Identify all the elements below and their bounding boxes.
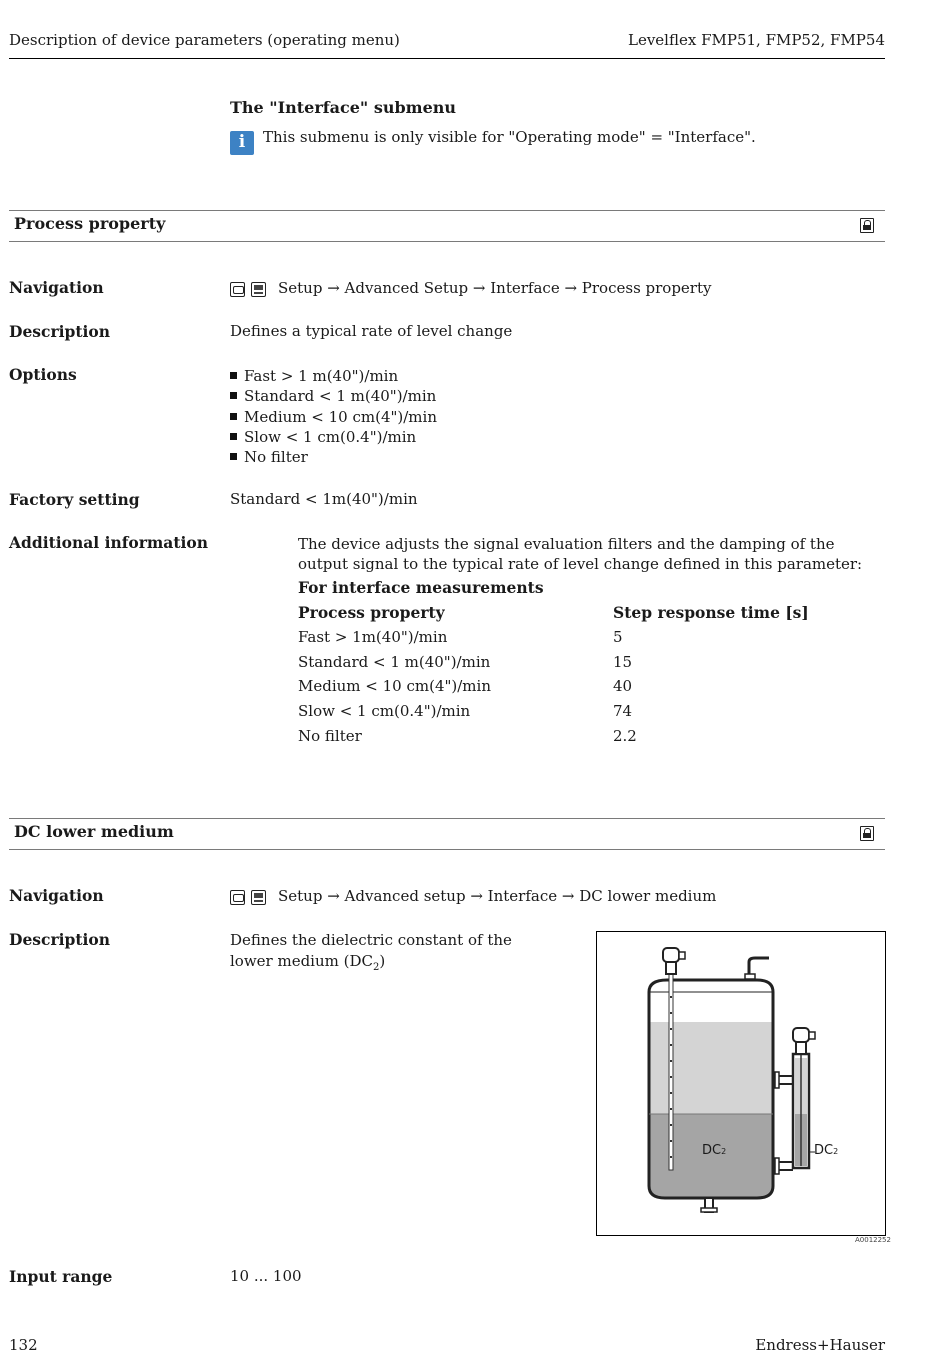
table-cell: Medium < 10 cm(4")/min xyxy=(298,677,491,696)
table-cell: 40 xyxy=(613,677,633,696)
bypass-transmitter-neck xyxy=(796,1042,806,1054)
bullet-icon xyxy=(230,392,237,399)
table-header: Process property xyxy=(298,603,445,622)
bullet-icon xyxy=(230,372,237,379)
input-range-value: 10 ... 100 xyxy=(230,1267,302,1285)
write-protection-lock-icon xyxy=(860,826,874,841)
description-text: Defines a typical rate of level change xyxy=(230,322,513,340)
transmitter-cap xyxy=(679,952,685,959)
write-protection-lock-icon xyxy=(860,218,874,233)
header-left: Description of device parameters (operating menu) xyxy=(9,31,400,49)
info-icon: i xyxy=(230,131,254,155)
factory-setting-label: Factory setting xyxy=(9,490,140,509)
bypass-transmitter-cap xyxy=(809,1032,815,1039)
table-row xyxy=(298,628,809,653)
footer-page-number: 132 xyxy=(9,1336,38,1354)
dc2-label-tank: DC2 xyxy=(702,1143,727,1158)
upper-medium-fill xyxy=(649,1022,773,1114)
table-row xyxy=(298,677,809,702)
input-range-label: Input range xyxy=(9,1267,113,1286)
dc2-label-bypass: DC2 xyxy=(814,1143,839,1158)
list-item xyxy=(230,386,437,406)
table-cell: No filter xyxy=(298,726,362,745)
bypass-lower-flange xyxy=(775,1158,779,1174)
option-text: Medium < 10 cm(4")/min xyxy=(244,407,437,426)
submenu-title: The "Interface" submenu xyxy=(230,98,457,117)
table-cell: 15 xyxy=(613,652,633,671)
navigation-label: Navigation xyxy=(9,278,104,297)
description-end: ) xyxy=(379,952,386,970)
footer-brand: Endress+Hauser xyxy=(755,1336,885,1354)
option-text: Slow < 1 cm(0.4")/min xyxy=(244,427,417,446)
table-row xyxy=(298,727,809,752)
option-text: Standard < 1 m(40")/min xyxy=(244,387,437,406)
options-list xyxy=(230,366,437,467)
table-cell: 5 xyxy=(613,627,623,646)
operating-tool-icon xyxy=(230,282,245,297)
header-right: Levelflex FMP51, FMP52, FMP54 xyxy=(627,31,885,49)
transmitter-head xyxy=(663,948,679,962)
navigation-path: Setup → Advanced setup → Interface → DC lower medium xyxy=(278,887,717,905)
table-cell: Fast > 1m(40")/min xyxy=(298,627,448,646)
bypass-transmitter-head xyxy=(793,1028,809,1042)
section-title-dc-lower-medium: DC lower medium xyxy=(14,822,174,841)
top-nozzle-flange xyxy=(745,974,755,979)
table-row xyxy=(298,702,809,727)
description-label: Description xyxy=(9,930,111,949)
option-text: Fast > 1 m(40")/min xyxy=(244,367,399,385)
display-icon xyxy=(251,282,266,297)
navigation-label: Navigation xyxy=(9,886,104,905)
table-cell: 74 xyxy=(613,702,633,721)
submenu-note: This submenu is only visible for "Operating mode" = "Interface". xyxy=(263,128,756,146)
section-rule-bottom xyxy=(9,241,885,242)
list-item xyxy=(230,407,437,427)
description-label: Description xyxy=(9,322,111,341)
description-subscript: 2 xyxy=(373,962,380,973)
bullet-icon xyxy=(230,453,237,460)
section-rule-bottom xyxy=(9,849,885,850)
bypass-upper-flange xyxy=(775,1072,779,1088)
description-main: Defines the dielectric constant of the lower medium (DC xyxy=(230,931,512,970)
list-item xyxy=(230,366,437,386)
step-response-table xyxy=(298,603,809,752)
bottom-drain-flange xyxy=(701,1208,717,1212)
additional-info-text: The device adjusts the signal evaluation filters and the damping of the output signal to the typical rate of level change defined in this parameter: xyxy=(298,535,863,573)
options-label: Options xyxy=(9,365,77,384)
operating-tool-icon xyxy=(230,890,245,905)
list-item xyxy=(230,447,437,467)
table-row xyxy=(298,653,809,678)
section-rule-top xyxy=(9,210,885,211)
bullet-icon xyxy=(230,433,237,440)
table-cell: Standard < 1 m(40")/min xyxy=(298,652,491,671)
additional-info-label: Additional information xyxy=(9,533,209,552)
table-caption: For interface measurements xyxy=(298,578,544,597)
navigation-path: Setup → Advanced Setup → Interface → Process property xyxy=(278,279,712,297)
figure-id: A0012252 xyxy=(855,1236,891,1244)
table-header-row xyxy=(298,603,809,628)
header-rule xyxy=(9,58,885,59)
table-cell: Slow < 1 cm(0.4")/min xyxy=(298,702,471,721)
list-item xyxy=(230,427,437,447)
factory-setting-value: Standard < 1m(40")/min xyxy=(230,490,418,508)
option-text: No filter xyxy=(244,448,308,467)
tank-figure xyxy=(596,931,886,1236)
table-header: Step response time [s] xyxy=(613,603,809,622)
table-cell: 2.2 xyxy=(613,726,637,745)
transmitter-neck xyxy=(666,962,676,974)
tank-diagram-svg xyxy=(597,932,885,1235)
section-rule-top xyxy=(9,818,885,819)
bullet-icon xyxy=(230,413,237,420)
section-title-process-property: Process property xyxy=(14,214,166,233)
display-icon xyxy=(251,890,266,905)
description-text xyxy=(230,930,540,978)
